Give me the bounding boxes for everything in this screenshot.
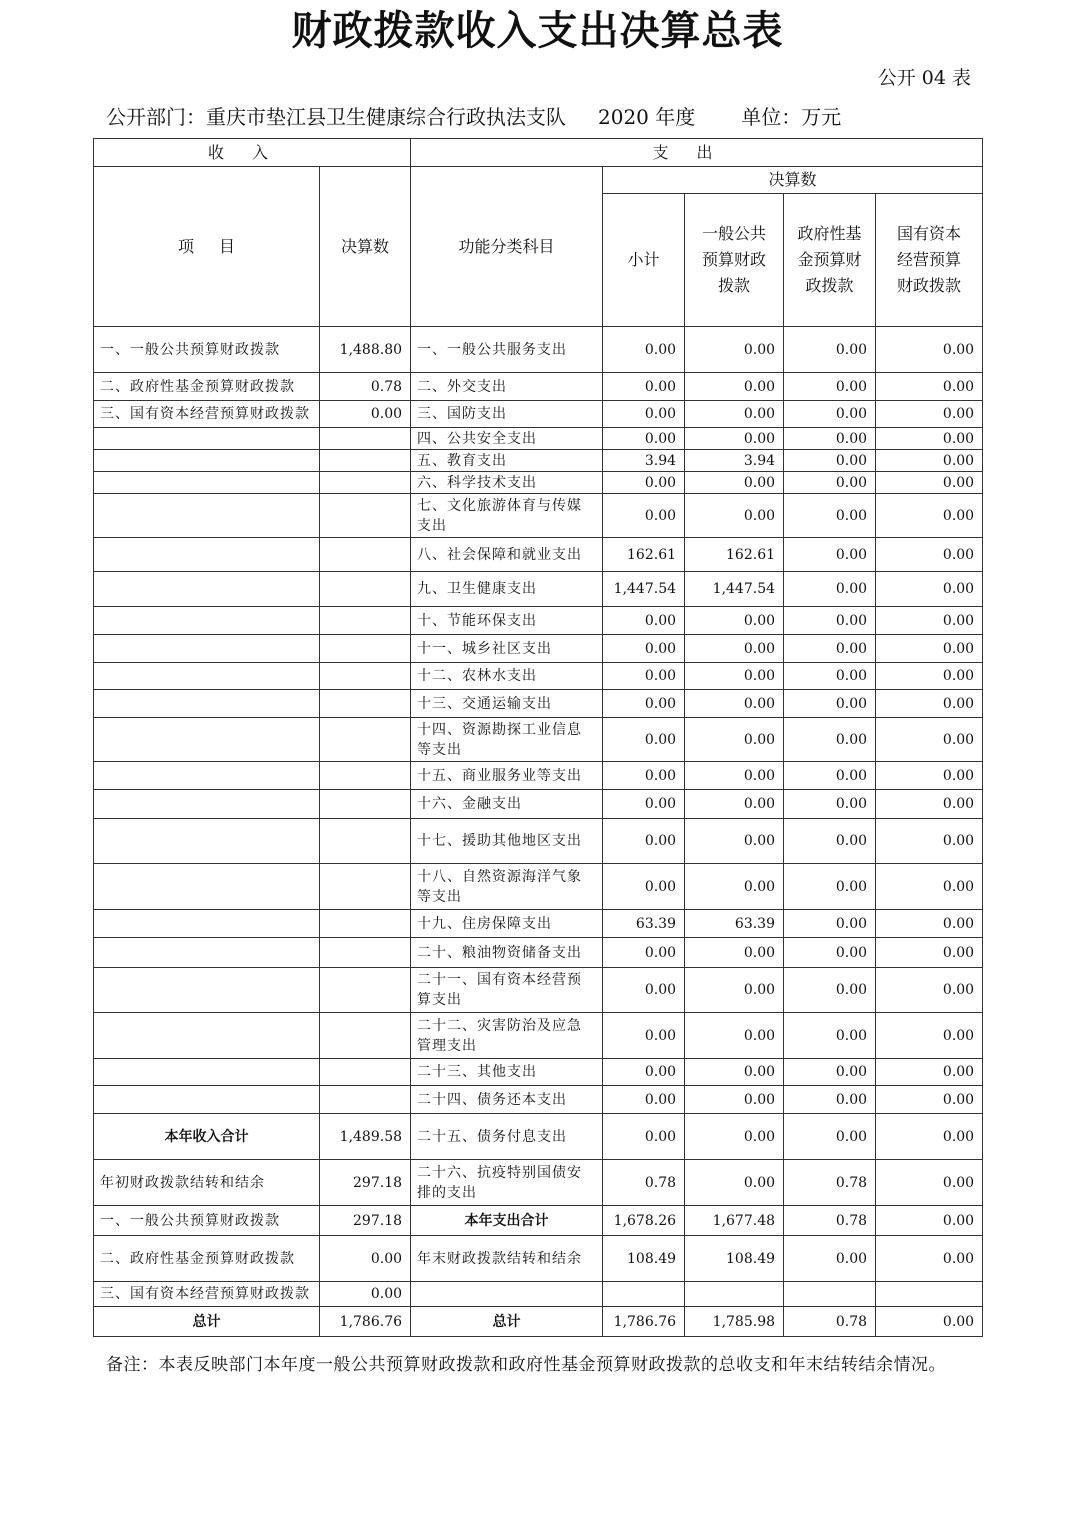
expense-gov-fund: 0.00 xyxy=(784,373,876,401)
expense-category: 十六、金融支出 xyxy=(411,790,603,819)
fiscal-year: 2020 年度 xyxy=(598,105,696,129)
income-amount xyxy=(320,910,411,938)
income-item xyxy=(94,1059,320,1086)
expense-general: 0.00 xyxy=(685,1114,784,1160)
expense-general: 0.00 xyxy=(685,401,784,428)
expense-subtotal xyxy=(603,1282,685,1307)
income-amount: 1,786.76 xyxy=(320,1307,411,1337)
income-amount xyxy=(320,968,411,1013)
table-row xyxy=(94,607,983,635)
table-row xyxy=(94,572,983,607)
expense-state-capital: 0.00 xyxy=(876,494,983,538)
expense-category: 十三、交通运输支出 xyxy=(411,690,603,718)
expense-category: 三、国防支出 xyxy=(411,401,603,428)
expense-state-capital: 0.00 xyxy=(876,690,983,718)
expense-state-capital: 0.00 xyxy=(876,938,983,968)
income-item xyxy=(94,1013,320,1059)
table-row xyxy=(94,1013,983,1059)
table-row xyxy=(94,327,983,373)
table-row xyxy=(94,494,983,538)
expense-subtotal: 0.00 xyxy=(603,373,685,401)
income-item xyxy=(94,690,320,718)
expense-subtotal: 1,447.54 xyxy=(603,572,685,607)
expense-general: 0.00 xyxy=(685,762,784,790)
expense-general: 162.61 xyxy=(685,538,784,572)
item-header: 项 目 xyxy=(94,167,320,327)
expense-general: 3.94 xyxy=(685,450,784,472)
expense-gov-fund: 0.00 xyxy=(784,428,876,450)
income-item: 年初财政拨款结转和结余 xyxy=(94,1160,320,1206)
expense-state-capital: 0.00 xyxy=(876,1114,983,1160)
expense-gov-fund: 0.00 xyxy=(784,538,876,572)
expense-subtotal: 0.00 xyxy=(603,401,685,428)
income-item xyxy=(94,663,320,690)
expense-subtotal: 0.00 xyxy=(603,968,685,1013)
expense-state-capital: 0.00 xyxy=(876,968,983,1013)
expense-gov-fund: 0.00 xyxy=(784,762,876,790)
expense-gov-fund: 0.78 xyxy=(784,1160,876,1206)
expense-subtotal: 0.00 xyxy=(603,1059,685,1086)
income-item: 二、政府性基金预算财政拨款 xyxy=(94,373,320,401)
expense-gov-fund: 0.00 xyxy=(784,494,876,538)
expense-subtotal: 0.78 xyxy=(603,1160,685,1206)
expense-general: 0.00 xyxy=(685,968,784,1013)
table-row xyxy=(94,538,983,572)
expense-state-capital: 0.00 xyxy=(876,1013,983,1059)
expense-general: 63.39 xyxy=(685,910,784,938)
expense-state-capital: 0.00 xyxy=(876,327,983,373)
expense-general: 0.00 xyxy=(685,494,784,538)
expense-category: 八、社会保障和就业支出 xyxy=(411,538,603,572)
table-row xyxy=(94,401,983,428)
expense-gov-fund: 0.00 xyxy=(784,472,876,494)
expense-state-capital: 0.00 xyxy=(876,635,983,663)
table-row xyxy=(94,1059,983,1086)
footnote: 备注：本表反映部门本年度一般公共预算财政拨款和政府性基金预算财政拨款的总收支和年末结转结余情况。 xyxy=(106,1355,946,1375)
expense-state-capital: 0.00 xyxy=(876,538,983,572)
income-amount xyxy=(320,718,411,762)
expense-subtotal: 0.00 xyxy=(603,938,685,968)
expense-category: 二十、粮油物资储备支出 xyxy=(411,938,603,968)
amount-header: 决算数 xyxy=(320,167,411,327)
expense-general: 0.00 xyxy=(685,864,784,910)
income-amount xyxy=(320,690,411,718)
expense-subtotal: 3.94 xyxy=(603,450,685,472)
income-item xyxy=(94,968,320,1013)
income-amount xyxy=(320,450,411,472)
expense-state-capital: 0.00 xyxy=(876,472,983,494)
table-row xyxy=(94,718,983,762)
expense-general: 0.00 xyxy=(685,472,784,494)
expense-gov-fund: 0.00 xyxy=(784,1013,876,1059)
page-title: 财政拨款收入支出决算总表 xyxy=(291,8,784,54)
expense-category: 十九、住房保障支出 xyxy=(411,910,603,938)
expense-subtotal: 1,786.76 xyxy=(603,1307,685,1337)
expense-general: 0.00 xyxy=(685,327,784,373)
expense-gov-fund: 0.00 xyxy=(784,1059,876,1086)
expense-subtotal: 0.00 xyxy=(603,1086,685,1114)
expense-general: 0.00 xyxy=(685,635,784,663)
table-row xyxy=(94,1282,983,1307)
income-amount: 297.18 xyxy=(320,1160,411,1206)
expense-state-capital: 0.00 xyxy=(876,790,983,819)
expense-category: 五、教育支出 xyxy=(411,450,603,472)
expense-category: 二十三、其他支出 xyxy=(411,1059,603,1086)
income-item xyxy=(94,494,320,538)
income-amount xyxy=(320,1086,411,1114)
income-item xyxy=(94,635,320,663)
final-amount-header: 决算数 xyxy=(603,167,983,194)
expense-gov-fund: 0.00 xyxy=(784,607,876,635)
expense-state-capital xyxy=(876,1282,983,1307)
table-row xyxy=(94,968,983,1013)
income-amount xyxy=(320,472,411,494)
table-row xyxy=(94,450,983,472)
expense-subtotal: 0.00 xyxy=(603,690,685,718)
expense-state-capital: 0.00 xyxy=(876,718,983,762)
income-amount xyxy=(320,790,411,819)
expense-general: 0.00 xyxy=(685,1086,784,1114)
expense-general: 0.00 xyxy=(685,1059,784,1086)
state-capital-header: 国有资本经营预算财政拨款 xyxy=(876,194,983,327)
income-item xyxy=(94,790,320,819)
income-amount xyxy=(320,538,411,572)
income-item xyxy=(94,607,320,635)
expense-category: 四、公共安全支出 xyxy=(411,428,603,450)
expense-gov-fund: 0.00 xyxy=(784,572,876,607)
income-header: 收入 xyxy=(94,139,411,167)
income-item xyxy=(94,762,320,790)
income-amount: 0.00 xyxy=(320,1282,411,1307)
expense-subtotal: 1,678.26 xyxy=(603,1206,685,1236)
expense-category: 十五、商业服务业等支出 xyxy=(411,762,603,790)
expense-gov-fund: 0.00 xyxy=(784,1236,876,1282)
expense-state-capital: 0.00 xyxy=(876,1206,983,1236)
expense-state-capital: 0.00 xyxy=(876,572,983,607)
income-item xyxy=(94,910,320,938)
expense-subtotal: 63.39 xyxy=(603,910,685,938)
expense-category: 九、卫生健康支出 xyxy=(411,572,603,607)
income-item: 三、国有资本经营预算财政拨款 xyxy=(94,401,320,428)
income-item xyxy=(94,718,320,762)
income-amount: 1,488.80 xyxy=(320,327,411,373)
expense-general xyxy=(685,1282,784,1307)
expense-state-capital: 0.00 xyxy=(876,450,983,472)
income-amount xyxy=(320,572,411,607)
expense-gov-fund: 0.00 xyxy=(784,690,876,718)
income-item: 一、一般公共预算财政拨款 xyxy=(94,327,320,373)
income-amount xyxy=(320,494,411,538)
income-item xyxy=(94,1086,320,1114)
income-amount xyxy=(320,607,411,635)
expense-category: 总计 xyxy=(411,1307,603,1337)
expense-general: 0.00 xyxy=(685,938,784,968)
expense-state-capital: 0.00 xyxy=(876,910,983,938)
category-header: 功能分类科目 xyxy=(411,167,603,327)
expense-category xyxy=(411,1282,603,1307)
table-row xyxy=(94,1206,983,1236)
table-row xyxy=(94,910,983,938)
expense-subtotal: 162.61 xyxy=(603,538,685,572)
expense-gov-fund: 0.00 xyxy=(784,910,876,938)
table-row xyxy=(94,762,983,790)
table-row xyxy=(94,938,983,968)
expense-category: 六、科学技术支出 xyxy=(411,472,603,494)
expense-gov-fund xyxy=(784,1282,876,1307)
expense-state-capital: 0.00 xyxy=(876,1059,983,1086)
expense-gov-fund: 0.78 xyxy=(784,1206,876,1236)
income-amount xyxy=(320,663,411,690)
expense-subtotal: 108.49 xyxy=(603,1236,685,1282)
expense-general: 0.00 xyxy=(685,428,784,450)
income-amount xyxy=(320,819,411,864)
table-row xyxy=(94,790,983,819)
expense-gov-fund: 0.00 xyxy=(784,401,876,428)
unit-label: 单位：万元 xyxy=(741,105,842,129)
income-amount xyxy=(320,762,411,790)
form-number: 公开 04 表 xyxy=(877,67,971,89)
expense-category: 二十六、抗疫特别国债安排的支出 xyxy=(411,1160,603,1206)
expense-category: 十八、自然资源海洋气象等支出 xyxy=(411,864,603,910)
income-item: 总计 xyxy=(94,1307,320,1337)
expense-category: 十、节能环保支出 xyxy=(411,607,603,635)
income-amount: 1,489.58 xyxy=(320,1114,411,1160)
report-meta xyxy=(106,104,841,130)
table-row xyxy=(94,663,983,690)
expense-general: 0.00 xyxy=(685,790,784,819)
expense-header: 支出 xyxy=(411,139,983,167)
expense-subtotal: 0.00 xyxy=(603,327,685,373)
income-amount xyxy=(320,864,411,910)
income-item xyxy=(94,819,320,864)
expense-subtotal: 0.00 xyxy=(603,494,685,538)
expense-subtotal: 0.00 xyxy=(603,663,685,690)
expense-subtotal: 0.00 xyxy=(603,1013,685,1059)
expense-state-capital: 0.00 xyxy=(876,373,983,401)
table-row xyxy=(94,1086,983,1114)
expense-state-capital: 0.00 xyxy=(876,428,983,450)
table-row xyxy=(94,819,983,864)
expense-category: 一、一般公共服务支出 xyxy=(411,327,603,373)
table-row xyxy=(94,1236,983,1282)
income-item xyxy=(94,538,320,572)
expense-general: 0.00 xyxy=(685,1013,784,1059)
expense-category: 年末财政拨款结转和结余 xyxy=(411,1236,603,1282)
expense-state-capital: 0.00 xyxy=(876,1086,983,1114)
income-amount xyxy=(320,1059,411,1086)
expense-category: 二十四、债务还本支出 xyxy=(411,1086,603,1114)
income-amount xyxy=(320,938,411,968)
expense-general: 1,447.54 xyxy=(685,572,784,607)
expense-gov-fund: 0.00 xyxy=(784,663,876,690)
expense-gov-fund: 0.00 xyxy=(784,790,876,819)
expense-general: 1,677.48 xyxy=(685,1206,784,1236)
expense-gov-fund: 0.00 xyxy=(784,968,876,1013)
expense-state-capital: 0.00 xyxy=(876,864,983,910)
table-row xyxy=(94,864,983,910)
department-label: 公开部门：重庆市垫江县卫生健康综合行政执法支队 xyxy=(106,105,566,129)
expense-category: 十一、城乡社区支出 xyxy=(411,635,603,663)
expense-general: 0.00 xyxy=(685,690,784,718)
income-item xyxy=(94,572,320,607)
table-row xyxy=(94,1114,983,1160)
header-row-1 xyxy=(94,139,983,167)
expense-gov-fund: 0.00 xyxy=(784,1114,876,1160)
header-row-2 xyxy=(94,167,983,194)
expense-subtotal: 0.00 xyxy=(603,635,685,663)
expense-category: 七、文化旅游体育与传媒支出 xyxy=(411,494,603,538)
income-item xyxy=(94,864,320,910)
expense-gov-fund: 0.78 xyxy=(784,1307,876,1337)
expense-subtotal: 0.00 xyxy=(603,1114,685,1160)
expense-gov-fund: 0.00 xyxy=(784,450,876,472)
expense-subtotal: 0.00 xyxy=(603,864,685,910)
expense-general: 1,785.98 xyxy=(685,1307,784,1337)
expense-subtotal: 0.00 xyxy=(603,790,685,819)
expense-gov-fund: 0.00 xyxy=(784,327,876,373)
income-amount xyxy=(320,428,411,450)
expense-subtotal: 0.00 xyxy=(603,428,685,450)
expense-state-capital: 0.00 xyxy=(876,401,983,428)
expense-subtotal: 0.00 xyxy=(603,762,685,790)
expense-category: 十二、农林水支出 xyxy=(411,663,603,690)
expense-category: 十四、资源勘探工业信息等支出 xyxy=(411,718,603,762)
expense-general: 0.00 xyxy=(685,1160,784,1206)
expense-general: 108.49 xyxy=(685,1236,784,1282)
expense-subtotal: 0.00 xyxy=(603,819,685,864)
table-row xyxy=(94,635,983,663)
expense-category: 二十二、灾害防治及应急管理支出 xyxy=(411,1013,603,1059)
expense-subtotal: 0.00 xyxy=(603,472,685,494)
expense-general: 0.00 xyxy=(685,373,784,401)
income-amount: 0.00 xyxy=(320,1236,411,1282)
subtotal-header: 小计 xyxy=(603,194,685,327)
income-item xyxy=(94,938,320,968)
expense-category: 本年支出合计 xyxy=(411,1206,603,1236)
expense-gov-fund: 0.00 xyxy=(784,635,876,663)
expense-state-capital: 0.00 xyxy=(876,1160,983,1206)
income-item xyxy=(94,472,320,494)
expense-general: 0.00 xyxy=(685,718,784,762)
expense-category: 二十五、债务付息支出 xyxy=(411,1114,603,1160)
expense-state-capital: 0.00 xyxy=(876,1307,983,1337)
expense-gov-fund: 0.00 xyxy=(784,938,876,968)
table-row xyxy=(94,428,983,450)
income-item: 本年收入合计 xyxy=(94,1114,320,1160)
expense-gov-fund: 0.00 xyxy=(784,1086,876,1114)
expense-category: 二十一、国有资本经营预算支出 xyxy=(411,968,603,1013)
table-row xyxy=(94,373,983,401)
table-row xyxy=(94,690,983,718)
expense-general: 0.00 xyxy=(685,607,784,635)
income-item: 三、国有资本经营预算财政拨款 xyxy=(94,1282,320,1307)
income-item: 二、政府性基金预算财政拨款 xyxy=(94,1236,320,1282)
expense-gov-fund: 0.00 xyxy=(784,718,876,762)
income-amount: 0.00 xyxy=(320,401,411,428)
income-item: 一、一般公共预算财政拨款 xyxy=(94,1206,320,1236)
gov-fund-header: 政府性基金预算财政拨款 xyxy=(784,194,876,327)
table-row xyxy=(94,472,983,494)
table-row xyxy=(94,1307,983,1337)
expense-state-capital: 0.00 xyxy=(876,607,983,635)
expense-state-capital: 0.00 xyxy=(876,1236,983,1282)
expense-category: 十七、援助其他地区支出 xyxy=(411,819,603,864)
expense-subtotal: 0.00 xyxy=(603,718,685,762)
table-row xyxy=(94,1160,983,1206)
budget-table xyxy=(93,138,983,1337)
general-budget-header: 一般公共预算财政拨款 xyxy=(685,194,784,327)
expense-gov-fund: 0.00 xyxy=(784,819,876,864)
expense-subtotal: 0.00 xyxy=(603,607,685,635)
expense-state-capital: 0.00 xyxy=(876,819,983,864)
income-amount: 297.18 xyxy=(320,1206,411,1236)
income-amount: 0.78 xyxy=(320,373,411,401)
expense-state-capital: 0.00 xyxy=(876,663,983,690)
income-amount xyxy=(320,1013,411,1059)
income-item xyxy=(94,450,320,472)
income-item xyxy=(94,428,320,450)
expense-category: 二、外交支出 xyxy=(411,373,603,401)
income-amount xyxy=(320,635,411,663)
expense-state-capital: 0.00 xyxy=(876,762,983,790)
expense-general: 0.00 xyxy=(685,819,784,864)
expense-gov-fund: 0.00 xyxy=(784,864,876,910)
expense-general: 0.00 xyxy=(685,663,784,690)
